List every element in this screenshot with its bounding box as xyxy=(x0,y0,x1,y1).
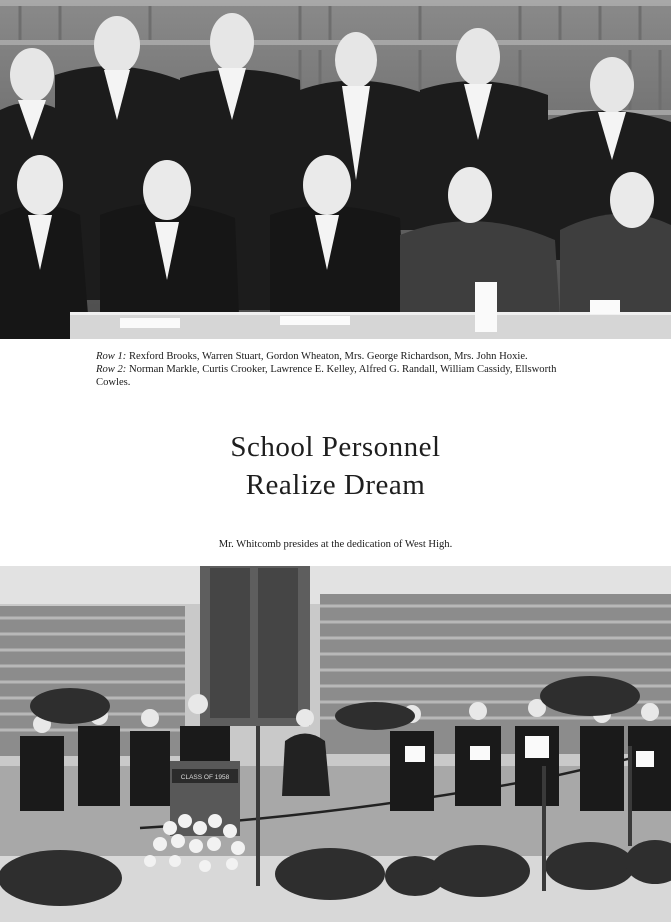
dedication-caption: Mr. Whitcomb presides at the dedication of West High. xyxy=(218,539,453,550)
row-2-names: Norman Markle, Curtis Crooker, Lawrence E. Kelley, Alfred G. Randall, William Cassidy, Ellsworth Cowles. xyxy=(96,364,557,388)
lectern-sign: CLASS OF 1958 xyxy=(180,774,230,781)
caption-row-2 xyxy=(96,363,578,389)
dedication-ceremony-photo xyxy=(0,566,671,922)
caption-row-1 xyxy=(96,350,578,363)
board-group-photo xyxy=(0,0,671,339)
row-2-label: Row 2: xyxy=(96,364,127,375)
photo-caption xyxy=(96,350,578,389)
row-1-label: Row 1: xyxy=(96,351,127,362)
headline-line-2: Realize Dream xyxy=(245,469,426,501)
headline-line-1: School Personnel xyxy=(230,431,441,463)
row-1-names: Rexford Brooks, Warren Stuart, Gordon Wheaton, Mrs. George Richardson, Mrs. John Hoxie. xyxy=(126,351,528,362)
